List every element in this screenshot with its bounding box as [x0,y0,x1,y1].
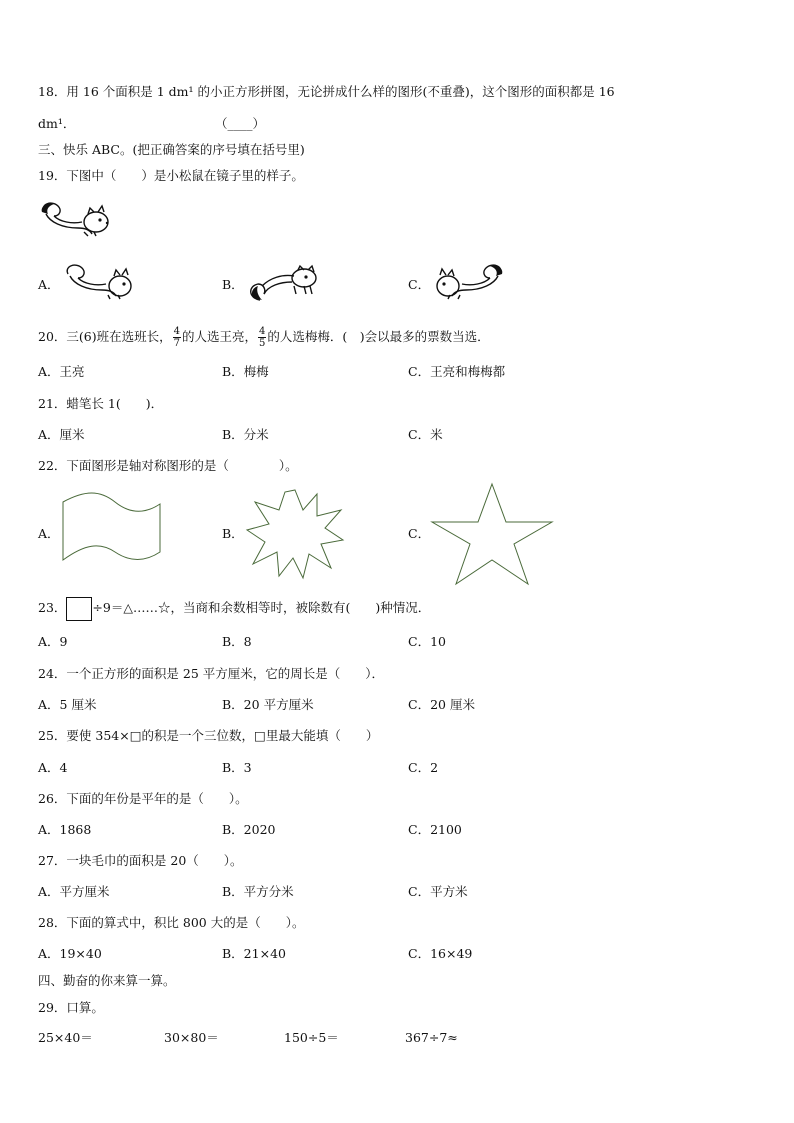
q28-option-b[interactable]: B．21×40 [222,946,286,961]
q28-option-a[interactable]: A．19×40 [38,946,102,961]
q20-option-b[interactable]: B．梅梅 [222,364,269,379]
section3-heading: 三、快乐 ABC。(把正确答案的序号填在括号里) [38,142,305,157]
q23-option-a[interactable]: A．9 [38,634,68,649]
q19-option-b[interactable]: B． [222,277,244,292]
q27-option-c[interactable]: C．平方米 [408,884,468,899]
q26-option-a[interactable]: A．1868 [38,822,92,837]
dividend-box[interactable] [66,597,92,621]
q18-line1: 18．用 16 个面积是 1 dm¹ 的小正方形拼图，无论拼成什么样的图形(不重叠)，这个图形的面积都是 16 [38,84,615,99]
squirrel-option-b-image [246,264,322,304]
q29-item-4: 367÷7≈ [405,1030,458,1045]
q29-text: 29．口算。 [38,1000,104,1015]
q18-answer-paren[interactable]: （____） [215,116,266,131]
q20-option-a[interactable]: A．王亮 [38,364,85,379]
q20-fraction-1-denominator: 7 [173,338,180,349]
q22-option-a[interactable]: A． [38,526,60,541]
q23-option-b[interactable]: B．8 [222,634,252,649]
q20-fraction-2-denominator: 5 [259,338,266,349]
squirrel-option-c-image [432,262,506,302]
q23-text: ÷9＝△……☆，当商和余数相等时，被除数有( )种情况． [92,600,431,615]
q27-option-a[interactable]: A．平方厘米 [38,884,110,899]
q20-fraction-2 [258,326,266,349]
q21-text: 21．蜡笔长 1( )． [38,396,164,411]
q21-option-c[interactable]: C．米 [408,427,443,442]
q18-line2: dm¹． [38,116,76,131]
q20-line [38,326,490,349]
q25-text: 25．要使 354×□的积是一个三位数，□里最大能填（ ） [38,728,379,743]
q23-option-c[interactable]: C．10 [408,634,446,649]
q27-text: 27．一块毛巾的面积是 20（ ）。 [38,853,243,868]
q29-item-3: 150÷5＝ [284,1030,339,1045]
q29-item-2: 30×80＝ [164,1030,219,1045]
q24-text: 24．一个正方形的面积是 25 平方厘米，它的周长是（ ）． [38,666,385,681]
q20-text-post: 的人选梅梅．( )会以最多的票数当选． [267,329,490,344]
q26-option-b[interactable]: B．2020 [222,822,276,837]
q20-fraction-1 [173,326,181,349]
q28-text: 28．下面的算式中，积比 800 大的是（ ）。 [38,915,305,930]
q23-number: 23． [38,600,67,615]
q20-option-c[interactable]: C．王亮和梅梅都 [408,364,506,379]
q23-line [38,596,430,621]
q25-option-c[interactable]: C．2 [408,760,439,775]
q24-option-a[interactable]: A．5 厘米 [38,697,97,712]
wavy-flag-shape [60,492,164,568]
starburst-shape [245,488,345,580]
q24-option-c[interactable]: C．20 厘米 [408,697,475,712]
squirrel-option-a-image [62,262,136,302]
q20-text-mid: 的人选王亮， [182,329,258,344]
q19-option-c[interactable]: C． [408,277,431,292]
q24-option-b[interactable]: B．20 平方厘米 [222,697,314,712]
q19-option-a[interactable]: A． [38,277,60,292]
q27-option-b[interactable]: B．平方分米 [222,884,294,899]
q22-text: 22．下面图形是轴对称图形的是（ ）。 [38,458,298,473]
q28-option-c[interactable]: C．16×49 [408,946,473,961]
q20-text-pre: 20．三(6)班在选班长， [38,329,172,344]
five-point-star-shape [430,482,554,586]
q25-option-a[interactable]: A．4 [38,760,68,775]
q21-option-b[interactable]: B．分米 [222,427,269,442]
q22-option-c[interactable]: C． [408,526,431,541]
squirrel-original-image [38,198,112,240]
q26-option-c[interactable]: C．2100 [408,822,462,837]
q26-text: 26．下面的年份是平年的是（ ）。 [38,791,248,806]
q25-option-b[interactable]: B．3 [222,760,252,775]
q20-fraction-2-numerator: 4 [259,326,266,337]
q20-fraction-1-numerator: 4 [173,326,180,337]
q21-option-a[interactable]: A．厘米 [38,427,85,442]
q22-option-b[interactable]: B． [222,526,244,541]
q19-text: 19．下图中（ ）是小松鼠在镜子里的样子。 [38,168,304,183]
section4-heading: 四、勤奋的你来算一算。 [38,973,176,988]
q29-item-1: 25×40＝ [38,1030,93,1045]
